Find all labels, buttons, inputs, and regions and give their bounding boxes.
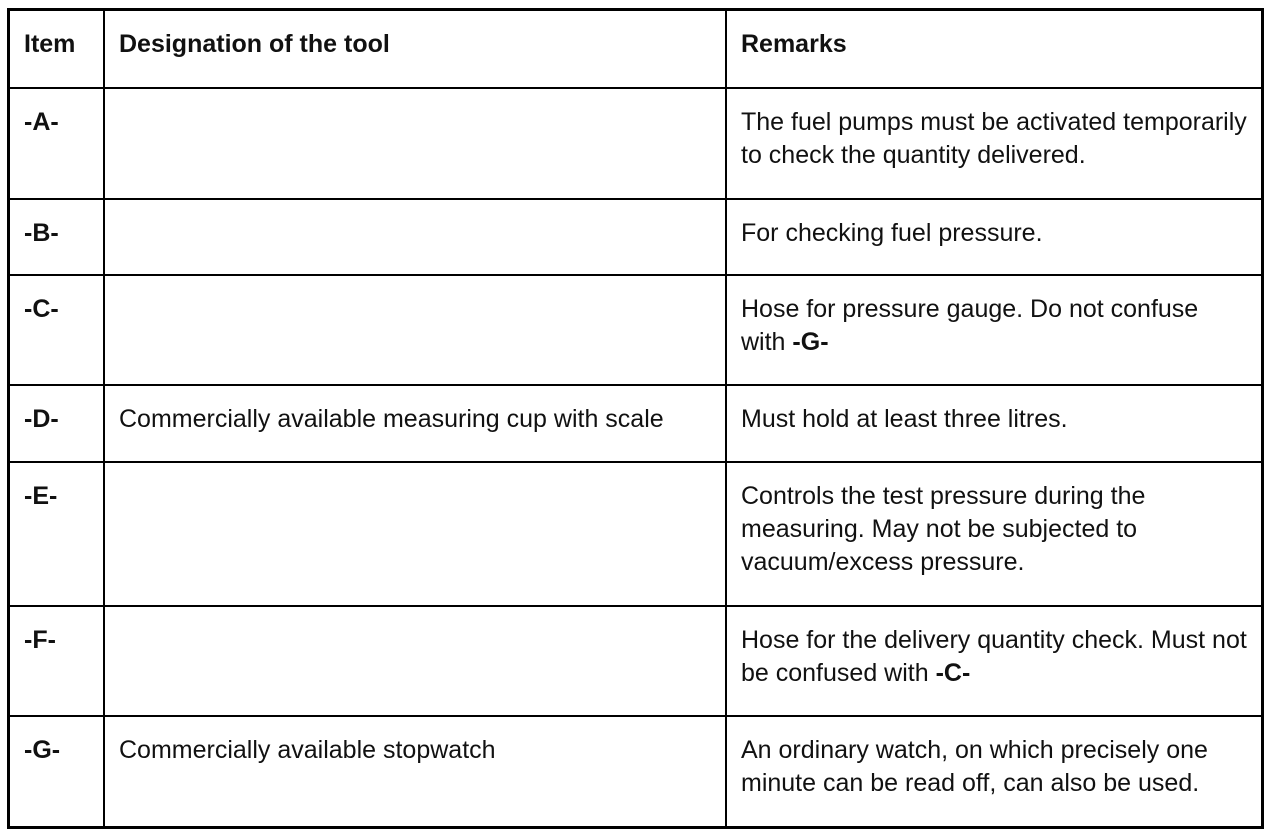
remarks-text: Hose for pressure gauge. Do not confuse with — [741, 295, 1199, 356]
designation-cell — [104, 88, 726, 199]
item-cell: -C- — [9, 275, 104, 385]
table-row — [9, 606, 1262, 716]
remarks-cell: Must hold at least three litres. — [726, 385, 1262, 462]
remarks-cell: Controls the test pressure during the measuring. May not be subjected to vacuum/excess pressure. — [726, 462, 1262, 606]
item-reference: -C- — [935, 659, 971, 687]
table-row — [9, 462, 1262, 606]
remarks-cell: The fuel pumps must be activated temporarily to check the quantity delivered. — [726, 88, 1262, 199]
remarks-cell — [726, 275, 1262, 385]
header-designation: Designation of the tool — [104, 10, 726, 88]
item-reference: -G- — [792, 328, 829, 356]
header-row — [9, 10, 1262, 88]
item-cell: -E- — [9, 462, 104, 606]
designation-cell: Commercially available stopwatch — [104, 716, 726, 827]
remarks-cell: An ordinary watch, on which precisely one minute can be read off, can also be used. — [726, 716, 1262, 827]
designation-cell — [104, 199, 726, 275]
item-cell: -B- — [9, 199, 104, 275]
designation-cell: Commercially available measuring cup with scale — [104, 385, 726, 462]
table-row — [9, 275, 1262, 385]
remarks-cell — [726, 606, 1262, 716]
header-item: Item — [9, 10, 104, 88]
remarks-text: Hose for the delivery quantity check. Must not be confused with — [741, 626, 1247, 687]
table-row — [9, 716, 1262, 827]
tools-table — [8, 9, 1263, 828]
item-cell: -D- — [9, 385, 104, 462]
table-row — [9, 88, 1262, 199]
remarks-cell: For checking fuel pressure. — [726, 199, 1262, 275]
item-cell: -A- — [9, 88, 104, 199]
item-cell: -F- — [9, 606, 104, 716]
designation-cell — [104, 462, 726, 606]
table-row — [9, 199, 1262, 275]
designation-cell — [104, 606, 726, 716]
item-cell: -G- — [9, 716, 104, 827]
header-remarks: Remarks — [726, 10, 1262, 88]
table-row — [9, 385, 1262, 462]
designation-cell — [104, 275, 726, 385]
